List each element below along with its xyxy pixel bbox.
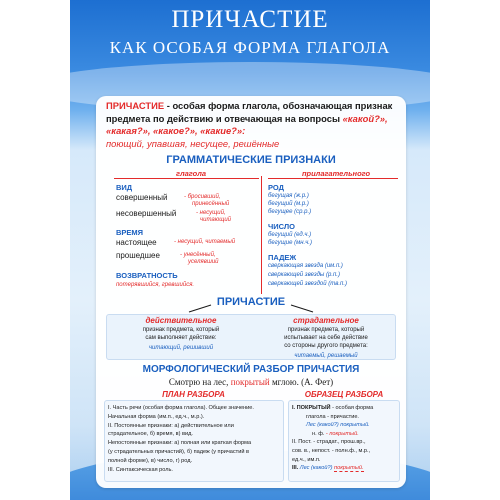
passive-desc3: со стороны другого предмета: <box>284 343 368 349</box>
content-card <box>96 96 406 488</box>
case-label: ПАДЕЖ <box>268 253 297 262</box>
definition-examples: поющий, упавшая, несущее, решённые <box>106 137 280 149</box>
page-subtitle: КАК ОСОБАЯ ФОРМА ГЛАГОЛА <box>109 38 391 57</box>
num-label: ЧИСЛО <box>268 222 295 231</box>
rod-ex3: бегущее (ср.р.) <box>268 209 312 215</box>
num-ex2: бегущие (мн.ч.) <box>268 240 312 246</box>
time-present: настоящее <box>116 238 157 247</box>
passive-title: страдательное <box>293 316 359 325</box>
vid-imperf: несовершенный <box>116 209 177 218</box>
plan-item: II. Постоянные признаки: а) действительное или <box>108 422 234 429</box>
plan-list <box>108 404 282 474</box>
active-title: действительное <box>145 316 217 325</box>
col-adj-heading: прилагательного <box>301 169 371 178</box>
morph-sentence-word: покрытый <box>230 377 270 387</box>
plan-title: ПЛАН РАЗБОРА <box>162 390 225 399</box>
plan-item: страдательное, б) время, в) вид. <box>108 431 193 438</box>
case-ex3: сверкающей звездой (тв.п.) <box>268 281 348 287</box>
vid-label: ВИД <box>116 183 133 192</box>
sample-line: н. ф. - покрытый. <box>312 430 359 437</box>
num-ex1: бегущий (ед.ч.) <box>268 232 312 238</box>
active-example: читающий, решивший <box>148 345 214 351</box>
page-title: ПРИЧАСТИЕ <box>171 6 329 33</box>
grammar-heading: ГРАММАТИЧЕСКИЕ ПРИЗНАКИ <box>166 154 336 166</box>
active-desc2: сам выполняет действие: <box>145 335 217 341</box>
vid-perf-ex2: принесённый <box>192 201 230 207</box>
sample-line: I. ПОКРЫТЫЙ - особая форма <box>292 405 374 411</box>
case-ex2: сверкающей звезды (р.п.) <box>268 272 340 278</box>
case-ex1: сверкающая звезда (им.п.) <box>268 263 343 269</box>
plan-item: Начальная форма (им.п., ед.ч., м.р.). <box>108 413 205 420</box>
passive-desc1: признак предмета, который <box>287 327 365 333</box>
rod-ex1: бегущая (ж.р.) <box>268 193 309 199</box>
morph-sentence: Смотрю на лес, покрытый мглою. (А. Фет) <box>168 377 334 387</box>
time-label: ВРЕМЯ <box>116 228 144 237</box>
rod-label: РОД <box>268 183 284 192</box>
active-desc1: признак предмета, который <box>142 327 220 333</box>
vid-perf-ex1: - бросивший, <box>184 194 221 200</box>
col-verb-line <box>114 178 259 179</box>
plan-item: (у страдательных причастий), б) падеж (у причастий в <box>108 448 249 455</box>
rod-ex2: бегущий (м.р.) <box>268 201 309 207</box>
voice-heading: ПРИЧАСТИЕ <box>216 296 286 308</box>
plan-item: Непостоянные признаки: а) полная или краткая форма <box>108 440 252 447</box>
sample-line: III. Лес (какой?) покрытый. <box>292 465 364 472</box>
plan-item: I. Часть речи (особая форма глагола). Общее значение. <box>108 405 254 411</box>
sample-line: ед.ч., им.п. <box>292 456 321 463</box>
definition-text: - особая форма глагола, обозначающая признак предмета по действию и отвечающая на вопросы <box>106 100 393 124</box>
sample-title: ОБРАЗЕЦ РАЗБОРА <box>304 390 384 399</box>
definition <box>106 100 402 150</box>
passive-desc2: испытывает на себе действие <box>284 335 368 341</box>
poster <box>70 0 430 500</box>
definition-term: ПРИЧАСТИЕ <box>106 100 165 111</box>
refl-ex: потерявшийся, гревшийся. <box>116 282 195 288</box>
passive-example: читаемый, решаемый <box>294 353 358 359</box>
time-present-ex: - несущий, читаемый <box>174 239 236 245</box>
sample-list <box>292 404 398 473</box>
time-past: прошедшее <box>116 251 160 260</box>
col-adj-line <box>268 178 398 179</box>
col-divider <box>261 176 262 294</box>
sample-line: глагола - причастие. <box>306 413 359 420</box>
time-past-ex2: уселявший <box>188 259 219 265</box>
morph-heading: МОРФОЛОГИЧЕСКИЙ РАЗБОР ПРИЧАСТИЯ <box>142 364 360 375</box>
refl-label: ВОЗВРАТНОСТЬ <box>116 271 178 280</box>
sample-line: II. Пост. - страдат., прош.вр., <box>292 439 366 446</box>
plan-item: III. Синтаксическая роль. <box>108 466 173 473</box>
time-past-ex1: - унесённый, <box>180 252 216 258</box>
sample-line: сов. в., непост. - полн.ф., м.р., <box>292 447 371 454</box>
voice-arrows <box>181 302 321 314</box>
plan-item: полной форме), в) число, г) род. <box>108 457 193 464</box>
vid-imperf-ex2: читающий <box>200 217 232 223</box>
definition-questions: «какой?», «какая?», «какое?», «какие?»: <box>106 112 388 137</box>
vid-perf: совершенный <box>116 193 168 202</box>
vid-imperf-ex1: - несущий, <box>196 210 226 216</box>
col-verb-heading: глагола <box>175 169 207 178</box>
sample-line: Лес (какой?) покрытый. <box>306 422 370 429</box>
